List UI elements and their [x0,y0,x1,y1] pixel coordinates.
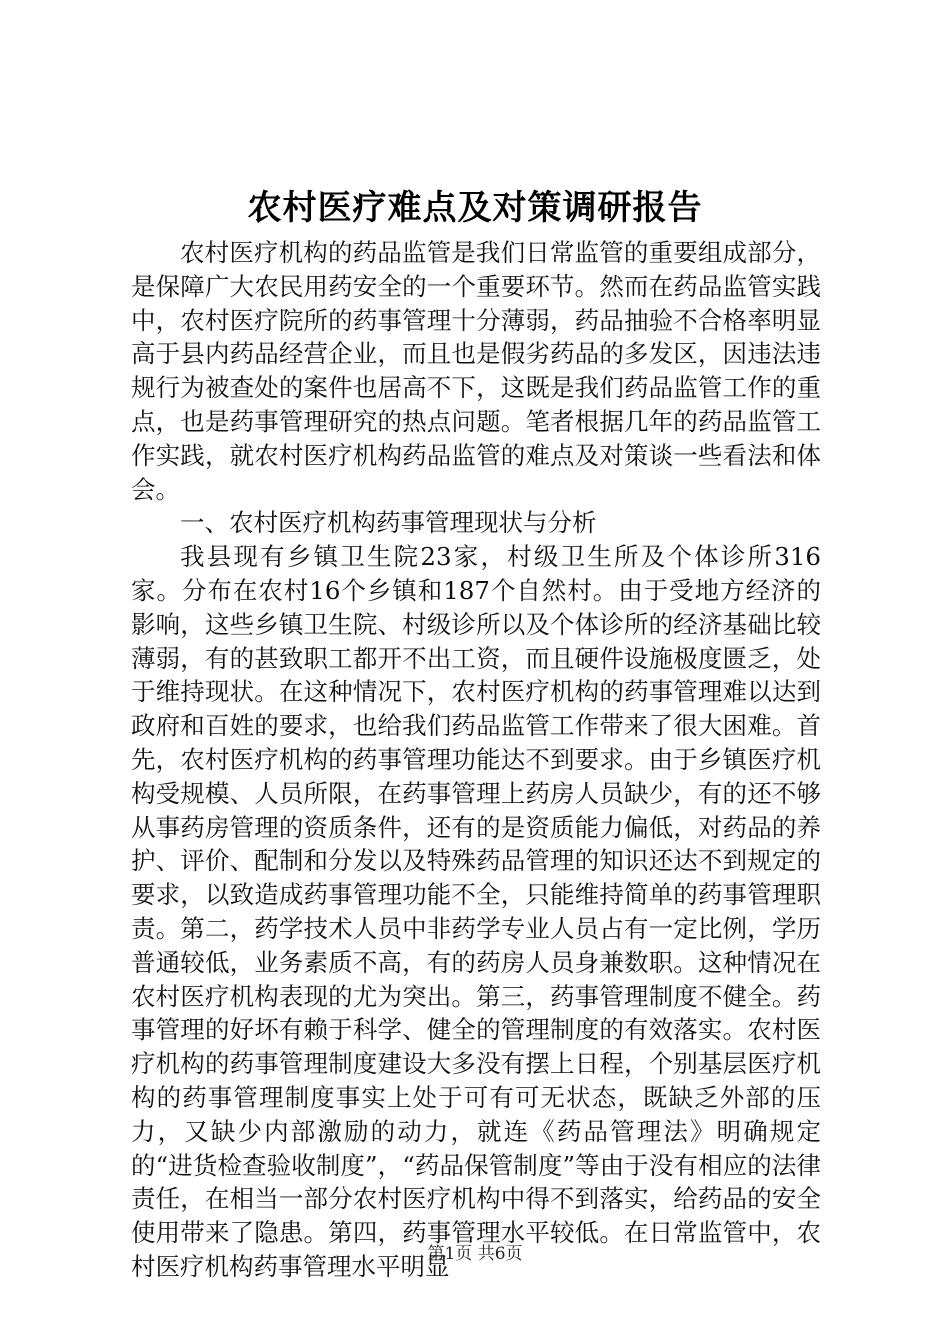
paragraph-intro: 农村医疗机构的药品监管是我们日常监管的重要组成部分，是保障广大农民用药安全的一个重要环节。然而在药品监管实践中，农村医疗院所的药事管理十分薄弱，药品抽验不合格率明显高于县内药品经营企业，而且也是假劣药品的多发区，因违法违规行为被查处的案件也居高不下，这既是我们药品监管工作的重点，也是药事管理研究的热点问题。笔者根据几年的药品监管工作实践，就农村医疗机构药品监管的难点及对策谈一些看法和体会。 [131,238,821,504]
paragraph-status-analysis: 我县现有乡镇卫生院23家，村级卫生所及个体诊所316家。分布在农村16个乡镇和187个自然村。由于受地方经济的影响，这些乡镇卫生院、村级诊所以及个体诊所的经济基础比较薄弱，有的甚致职工都开不出工资，而且硬件设施极度匮乏，处于维持现状。在这种情况下，农村医疗机构的药事管理难以达到政府和百姓的要求，也给我们药品监管工作带来了很大困难。首先，农村医疗机构的药事管理功能达不到要求。由于乡镇医疗机构受规模、人员所限，在药事管理上药房人员缺少，有的还不够从事药房管理的资质条件，还有的是资质能力偏低，对药品的养护、评价、配制和分发以及特殊药品管理的知识还达不到规定的要求，以致造成药事管理功能不全，只能维持简单的药事管理职责。第二，药学技术人员中非药学专业人员占有一定比例，学历普通较低，业务素质不高，有的药房人员身兼数职。这种情况在农村医疗机构表现的尤为突出。第三，药事管理制度不健全。药事管理的好坏有赖于科学、健全的管理制度的有效落实。农村医疗机构的药事管理制度建设大多没有摆上日程，个别基层医疗机构的药事管理制度事实上处于可有可无状态，既缺乏外部的压力，又缺少内部激励的动力，就连《药品管理法》明确规定的“进货检查验收制度”，“药品保管制度”等由于没有相应的法律责任，在相当一部分农村医疗机构中得不到落实，给药品的安全使用带来了隐患。第四，药事管理水平较低。在日常监管中，农村医疗机构药事管理水平明显 [131,542,821,1281]
section-heading-1: 一、农村医疗机构药事管理现状与分析 [180,508,597,538]
document-title: 农村医疗难点及对策调研报告 [247,188,703,228]
page-number-footer: 第1页 共6页 [427,1244,523,1264]
document-body [131,236,821,1284]
